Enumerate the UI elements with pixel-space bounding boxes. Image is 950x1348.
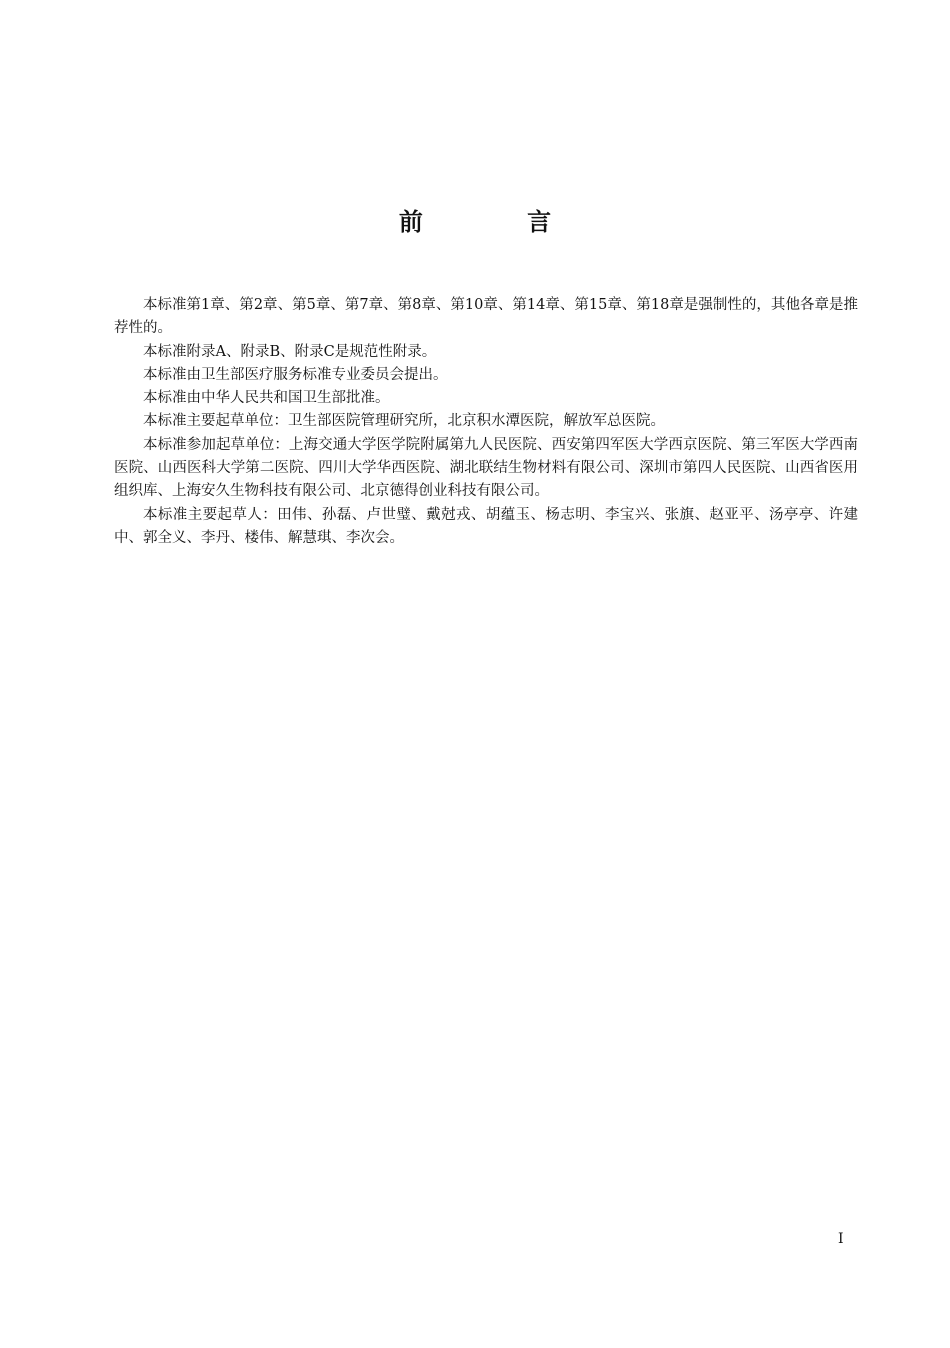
paragraph-normative-annexes: 本标准附录A、附录B、附录C是规范性附录。 (143, 343, 437, 360)
paragraph-proposed-by: 本标准由卫生部医疗服务标准专业委员会提出。 (143, 366, 448, 383)
page-number: I (838, 1231, 844, 1247)
paragraph-approved-by: 本标准由中华人民共和国卫生部批准。 (143, 390, 390, 407)
page-title: 前 言 (398, 207, 600, 236)
paragraph-mandatory-chapters: 本标准第1章、第2章、第5章、第7章、第8章、第10章、第14章、第15章、第18章是强制性的，其他各章是推荐性的。 (114, 297, 858, 337)
paragraph-main-drafters: 本标准主要起草人：田伟、孙磊、卢世璧、戴尅戎、胡蕴玉、杨志明、李宝兴、张旗、赵亚平、汤亭亭、许建中、郭全义、李丹、楼伟、解慧琪、李次会。 (114, 506, 858, 546)
paragraph-main-drafting-units: 本标准主要起草单位：卫生部医院管理研究所，北京积水潭医院，解放军总医院。 (143, 413, 665, 430)
paragraph-participating-units: 本标准参加起草单位：上海交通大学医学院附属第九人民医院、西安第四军医大学西京医院、第三军医大学西南医院、山西医科大学第二医院、四川大学华西医院、湖北联结生物材料有限公司、深圳市第四人民医院、山西省医用组织库、上海安久生物科技有限公司、北京德得创业科技有限公司。 (114, 436, 858, 500)
foreword-body (114, 294, 858, 550)
